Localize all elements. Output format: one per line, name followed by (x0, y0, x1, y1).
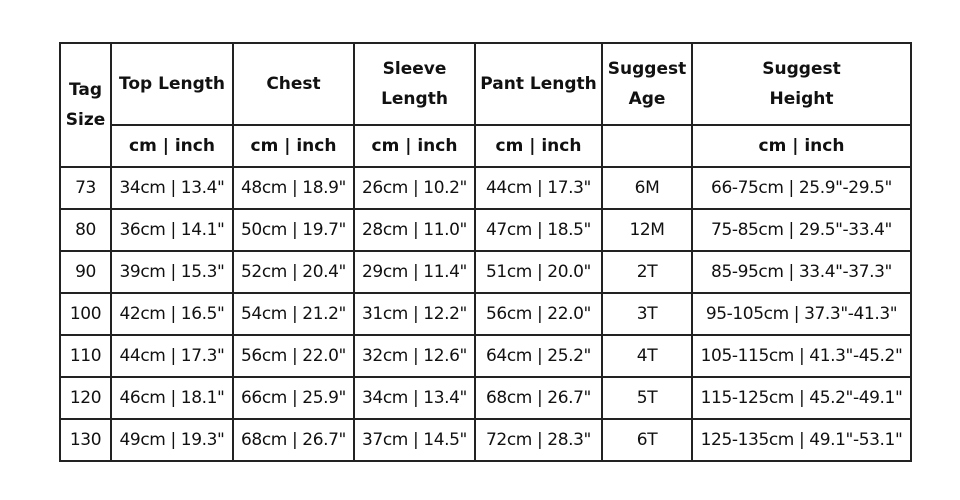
cell-chest: 68cm | 26.7" (233, 419, 354, 461)
cell-sleeve-length: 32cm | 12.6" (354, 335, 475, 377)
cell-tag-size: 100 (60, 293, 111, 335)
cell-chest: 56cm | 22.0" (233, 335, 354, 377)
cell-chest: 54cm | 21.2" (233, 293, 354, 335)
header-pant-length-label: Pant Length (480, 74, 597, 94)
header-suggest-height (692, 43, 911, 125)
cell-top-length: 36cm | 14.1" (111, 209, 233, 251)
cell-pant-length: 56cm | 22.0" (475, 293, 602, 335)
cell-suggest-age: 4T (602, 335, 692, 377)
cell-suggest-height: 75-85cm | 29.5"-33.4" (692, 209, 911, 251)
cell-top-length: 44cm | 17.3" (111, 335, 233, 377)
table-row (60, 419, 911, 461)
size-chart-table (59, 42, 912, 462)
unit-top-length: cm | inch (111, 125, 233, 167)
cell-top-length: 39cm | 15.3" (111, 251, 233, 293)
cell-suggest-height: 105-115cm | 41.3"-45.2" (692, 335, 911, 377)
header-tag-size-line-1: Tag (68, 80, 103, 100)
cell-sleeve-length: 31cm | 12.2" (354, 293, 475, 335)
cell-suggest-height: 115-125cm | 45.2"-49.1" (692, 377, 911, 419)
header-chest (233, 43, 354, 125)
cell-pant-length: 51cm | 20.0" (475, 251, 602, 293)
cell-top-length: 49cm | 19.3" (111, 419, 233, 461)
table-row (60, 251, 911, 293)
unit-suggest-height: cm | inch (692, 125, 911, 167)
cell-sleeve-length: 28cm | 11.0" (354, 209, 475, 251)
table-row (60, 335, 911, 377)
cell-chest: 48cm | 18.9" (233, 167, 354, 209)
cell-pant-length: 72cm | 28.3" (475, 419, 602, 461)
cell-chest: 52cm | 20.4" (233, 251, 354, 293)
header-sleeve-length-line-1: Sleeve (382, 59, 447, 79)
cell-suggest-age: 12M (602, 209, 692, 251)
unit-suggest-age (602, 125, 692, 167)
cell-pant-length: 68cm | 26.7" (475, 377, 602, 419)
cell-sleeve-length: 26cm | 10.2" (354, 167, 475, 209)
cell-suggest-height: 66-75cm | 25.9"-29.5" (692, 167, 911, 209)
cell-top-length: 34cm | 13.4" (111, 167, 233, 209)
cell-top-length: 42cm | 16.5" (111, 293, 233, 335)
cell-pant-length: 64cm | 25.2" (475, 335, 602, 377)
cell-suggest-age: 2T (602, 251, 692, 293)
header-sleeve-length-line-2: Length (381, 89, 448, 109)
cell-suggest-age: 3T (602, 293, 692, 335)
cell-suggest-height: 125-135cm | 49.1"-53.1" (692, 419, 911, 461)
cell-top-length: 46cm | 18.1" (111, 377, 233, 419)
cell-sleeve-length: 37cm | 14.5" (354, 419, 475, 461)
cell-tag-size: 73 (60, 167, 111, 209)
cell-suggest-age: 6M (602, 167, 692, 209)
cell-pant-length: 44cm | 17.3" (475, 167, 602, 209)
header-sleeve-length (354, 43, 475, 125)
table-row (60, 293, 911, 335)
cell-chest: 50cm | 19.7" (233, 209, 354, 251)
cell-tag-size: 130 (60, 419, 111, 461)
unit-pant-length: cm | inch (475, 125, 602, 167)
table-row (60, 209, 911, 251)
header-suggest-age-line-1: Suggest (607, 59, 687, 79)
cell-tag-size: 120 (60, 377, 111, 419)
cell-pant-length: 47cm | 18.5" (475, 209, 602, 251)
cell-suggest-age: 6T (602, 419, 692, 461)
unit-row (60, 125, 911, 167)
header-suggest-height-line-1: Suggest (762, 59, 841, 79)
table-row (60, 167, 911, 209)
cell-sleeve-length: 29cm | 11.4" (354, 251, 475, 293)
cell-tag-size: 80 (60, 209, 111, 251)
header-suggest-height-line-2: Height (769, 89, 834, 109)
header-top-length-label: Top Length (119, 74, 225, 94)
cell-suggest-age: 5T (602, 377, 692, 419)
header-suggest-age (602, 43, 692, 125)
unit-sleeve-length: cm | inch (354, 125, 475, 167)
unit-chest: cm | inch (233, 125, 354, 167)
header-pant-length (475, 43, 602, 125)
header-suggest-age-line-2: Age (628, 89, 666, 109)
cell-tag-size: 110 (60, 335, 111, 377)
header-row (60, 43, 911, 125)
header-top-length (111, 43, 233, 125)
cell-suggest-height: 85-95cm | 33.4"-37.3" (692, 251, 911, 293)
header-chest-label: Chest (266, 74, 321, 94)
table-row (60, 377, 911, 419)
cell-chest: 66cm | 25.9" (233, 377, 354, 419)
header-tag-size-line-2: Size (65, 110, 106, 130)
header-tag-size (60, 43, 111, 167)
cell-tag-size: 90 (60, 251, 111, 293)
cell-suggest-height: 95-105cm | 37.3"-41.3" (692, 293, 911, 335)
cell-sleeve-length: 34cm | 13.4" (354, 377, 475, 419)
